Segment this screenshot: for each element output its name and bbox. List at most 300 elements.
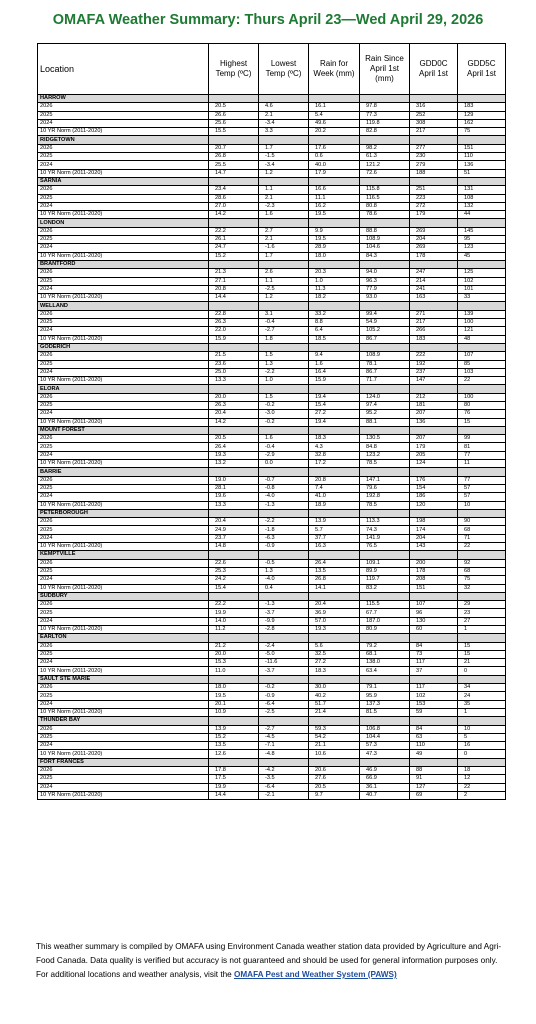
value-cell: 13.2 — [209, 460, 259, 468]
value-cell: 100 — [458, 393, 506, 401]
value-cell: 51.7 — [309, 700, 360, 708]
value-cell: 14.1 — [309, 584, 360, 592]
value-cell: 2.1 — [259, 111, 309, 119]
row-label-cell: 2026 — [38, 269, 209, 277]
value-cell: 27.0 — [209, 202, 259, 210]
table-row — [38, 418, 506, 426]
row-label-cell: 2024 — [38, 617, 209, 625]
value-cell: 1.1 — [259, 277, 309, 285]
station-header-blank-cell — [309, 634, 360, 642]
value-cell: 141.9 — [360, 534, 410, 542]
value-cell: 124 — [410, 460, 458, 468]
station-header-row — [38, 675, 506, 683]
station-name: PETERBOROUGH — [38, 509, 209, 517]
value-cell: 32.5 — [309, 650, 360, 658]
value-cell: 14.8 — [209, 543, 259, 551]
value-cell: 266 — [410, 327, 458, 335]
value-cell: 79.6 — [360, 484, 410, 492]
row-label-cell: 2024 — [38, 534, 209, 542]
value-cell: 88.1 — [360, 418, 410, 426]
value-cell: -6.3 — [259, 534, 309, 542]
value-cell: 19.5 — [309, 211, 360, 219]
value-cell: -2.2 — [259, 518, 309, 526]
value-cell: -0.4 — [259, 319, 309, 327]
table-row — [38, 700, 506, 708]
table-row — [38, 783, 506, 791]
value-cell: -7.1 — [259, 742, 309, 750]
station-header-blank-cell — [309, 302, 360, 310]
table-row — [38, 111, 506, 119]
value-cell: 16.6 — [309, 186, 360, 194]
value-cell: 23.7 — [209, 534, 259, 542]
value-cell: 16.4 — [309, 368, 360, 376]
row-label-cell: 10 YR Norm (2011-2020) — [38, 501, 209, 509]
value-cell: 102 — [410, 692, 458, 700]
value-cell: -9.9 — [259, 617, 309, 625]
value-cell: 178 — [410, 252, 458, 260]
value-cell: 44 — [458, 211, 506, 219]
station-header-blank-cell — [360, 219, 410, 227]
row-label-cell: 2025 — [38, 484, 209, 492]
station-header-blank-cell — [309, 426, 360, 434]
value-cell: 95 — [458, 236, 506, 244]
table-row — [38, 393, 506, 401]
value-cell: 97.4 — [360, 401, 410, 409]
value-cell: -4.5 — [259, 733, 309, 741]
station-header-blank-cell — [209, 634, 259, 642]
value-cell: 36.9 — [309, 609, 360, 617]
value-cell: 75 — [458, 576, 506, 584]
value-cell: 100 — [458, 319, 506, 327]
value-cell: 20.2 — [309, 128, 360, 136]
value-cell: 86.7 — [360, 368, 410, 376]
row-label-cell: 2026 — [38, 144, 209, 152]
table-row — [38, 252, 506, 260]
row-label-cell: 10 YR Norm (2011-2020) — [38, 626, 209, 634]
station-header-blank-cell — [410, 219, 458, 227]
station-header-blank-cell — [309, 675, 360, 683]
value-cell: 18 — [458, 767, 506, 775]
value-cell: 269 — [410, 227, 458, 235]
row-label-cell: 2025 — [38, 111, 209, 119]
value-cell: 18.3 — [309, 667, 360, 675]
station-header-blank-cell — [410, 758, 458, 766]
value-cell: 33.2 — [309, 310, 360, 318]
value-cell: 192 — [410, 360, 458, 368]
station-header-blank-cell — [458, 468, 506, 476]
value-cell: 125 — [458, 269, 506, 277]
value-cell: 66.9 — [360, 775, 410, 783]
value-cell: -11.6 — [259, 659, 309, 667]
station-header-blank-cell — [360, 509, 410, 517]
station-name: BRANTFORD — [38, 260, 209, 268]
value-cell: -2.8 — [259, 626, 309, 634]
value-cell: 123 — [458, 244, 506, 252]
value-cell: 1.3 — [259, 567, 309, 575]
value-cell: 13.5 — [209, 742, 259, 750]
station-header-blank-cell — [458, 302, 506, 310]
station-name: THUNDER BAY — [38, 717, 209, 725]
value-cell: 24.2 — [209, 576, 259, 584]
station-name: BARRIE — [38, 468, 209, 476]
column-header-highest-temp: Highest Temp (ºC) — [209, 44, 259, 95]
value-cell: -0.5 — [259, 559, 309, 567]
value-cell: 222 — [410, 352, 458, 360]
station-header-row — [38, 302, 506, 310]
row-label-cell: 2024 — [38, 285, 209, 293]
value-cell: 153 — [410, 700, 458, 708]
value-cell: 36.1 — [360, 783, 410, 791]
value-cell: 138.0 — [360, 659, 410, 667]
value-cell: 0 — [458, 750, 506, 758]
value-cell: -3.4 — [259, 161, 309, 169]
value-cell: 1.0 — [259, 377, 309, 385]
value-cell: 26.1 — [209, 236, 259, 244]
row-label-cell: 2025 — [38, 401, 209, 409]
station-header-row — [38, 95, 506, 103]
value-cell: 117 — [410, 684, 458, 692]
value-cell: 19.3 — [309, 626, 360, 634]
value-cell: 120 — [410, 501, 458, 509]
value-cell: 137.3 — [360, 700, 410, 708]
table-row — [38, 526, 506, 534]
value-cell: 28.6 — [209, 194, 259, 202]
value-cell: 104.4 — [360, 733, 410, 741]
table-row — [38, 493, 506, 501]
value-cell: 22 — [458, 783, 506, 791]
table-row — [38, 377, 506, 385]
row-label-cell: 10 YR Norm (2011-2020) — [38, 791, 209, 799]
value-cell: 25.5 — [209, 161, 259, 169]
row-label-cell: 2025 — [38, 692, 209, 700]
value-cell: 143 — [410, 543, 458, 551]
value-cell: 15.2 — [209, 252, 259, 260]
value-cell: 51 — [458, 169, 506, 177]
value-cell: 67.7 — [360, 609, 410, 617]
value-cell: 179 — [410, 443, 458, 451]
value-cell: -2.4 — [259, 642, 309, 650]
value-cell: 20.4 — [209, 410, 259, 418]
value-cell: 115.5 — [360, 601, 410, 609]
station-header-blank-cell — [458, 758, 506, 766]
column-header-gdd5c: GDD5C April 1st — [458, 44, 506, 95]
table-row — [38, 543, 506, 551]
station-header-row — [38, 468, 506, 476]
value-cell: -4.8 — [259, 750, 309, 758]
value-cell: 8.8 — [309, 319, 360, 327]
station-header-blank-cell — [309, 177, 360, 185]
station-header-blank-cell — [259, 675, 309, 683]
station-header-blank-cell — [410, 302, 458, 310]
table-row — [38, 401, 506, 409]
value-cell: -3.0 — [259, 410, 309, 418]
table-row — [38, 791, 506, 799]
value-cell: 21.3 — [209, 269, 259, 277]
value-cell: 20.3 — [309, 269, 360, 277]
value-cell: 40.7 — [360, 791, 410, 799]
value-cell: 110 — [410, 742, 458, 750]
station-header-blank-cell — [458, 634, 506, 642]
value-cell: -0.8 — [259, 484, 309, 492]
row-label-cell: 2026 — [38, 352, 209, 360]
value-cell: 20.8 — [209, 285, 259, 293]
value-cell: 13.5 — [309, 567, 360, 575]
value-cell: 151 — [410, 584, 458, 592]
table-row — [38, 360, 506, 368]
value-cell: 1.6 — [309, 360, 360, 368]
value-cell: 4.6 — [259, 103, 309, 111]
value-cell: 63.4 — [360, 667, 410, 675]
value-cell: 68 — [458, 526, 506, 534]
value-cell: 20.6 — [309, 767, 360, 775]
value-cell: 21.2 — [209, 642, 259, 650]
value-cell: 279 — [410, 161, 458, 169]
value-cell: 20.5 — [209, 103, 259, 111]
value-cell: 20.4 — [309, 601, 360, 609]
row-label-cell: 2024 — [38, 493, 209, 501]
station-header-blank-cell — [209, 426, 259, 434]
value-cell: 73 — [410, 650, 458, 658]
value-cell: 37.7 — [309, 534, 360, 542]
row-label-cell: 10 YR Norm (2011-2020) — [38, 418, 209, 426]
value-cell: -3.5 — [259, 775, 309, 783]
value-cell: -3.7 — [259, 609, 309, 617]
value-cell: 78.5 — [360, 501, 410, 509]
station-name: EARLTON — [38, 634, 209, 642]
value-cell: 13.9 — [209, 725, 259, 733]
value-cell: 207 — [410, 435, 458, 443]
station-header-blank-cell — [309, 592, 360, 600]
value-cell: 5.7 — [309, 526, 360, 534]
value-cell: 20.7 — [209, 144, 259, 152]
table-row — [38, 584, 506, 592]
value-cell: 26.8 — [309, 576, 360, 584]
value-cell: 24.7 — [209, 244, 259, 252]
value-cell: 316 — [410, 103, 458, 111]
station-header-blank-cell — [360, 385, 410, 393]
row-label-cell: 10 YR Norm (2011-2020) — [38, 377, 209, 385]
value-cell: 1.6 — [259, 211, 309, 219]
station-name: FORT FRANCES — [38, 758, 209, 766]
value-cell: 181 — [410, 401, 458, 409]
value-cell: 131 — [458, 186, 506, 194]
value-cell: -3.4 — [259, 119, 309, 127]
value-cell: 207 — [410, 410, 458, 418]
station-header-blank-cell — [360, 136, 410, 144]
value-cell: 18.0 — [209, 684, 259, 692]
row-label-cell: 10 YR Norm (2011-2020) — [38, 708, 209, 716]
value-cell: 75 — [458, 128, 506, 136]
value-cell: 68 — [458, 567, 506, 575]
value-cell: 40.2 — [309, 692, 360, 700]
value-cell: 174 — [410, 526, 458, 534]
station-header-blank-cell — [209, 592, 259, 600]
station-header-blank-cell — [209, 343, 259, 351]
value-cell: 308 — [410, 119, 458, 127]
value-cell: 19.5 — [309, 236, 360, 244]
row-label-cell: 2026 — [38, 435, 209, 443]
value-cell: 25.3 — [209, 567, 259, 575]
station-header-blank-cell — [458, 136, 506, 144]
value-cell: 63 — [410, 733, 458, 741]
value-cell: 6.4 — [309, 327, 360, 335]
table-row — [38, 327, 506, 335]
row-label-cell: 2026 — [38, 725, 209, 733]
row-label-cell: 10 YR Norm (2011-2020) — [38, 252, 209, 260]
value-cell: 214 — [410, 277, 458, 285]
value-cell: 104.6 — [360, 244, 410, 252]
value-cell: 77 — [458, 451, 506, 459]
value-cell: 20.5 — [209, 435, 259, 443]
station-header-blank-cell — [360, 468, 410, 476]
value-cell: 79.1 — [360, 684, 410, 692]
value-cell: -3.7 — [259, 667, 309, 675]
table-row — [38, 601, 506, 609]
station-header-blank-cell — [360, 592, 410, 600]
table-row — [38, 202, 506, 210]
value-cell: 47.3 — [360, 750, 410, 758]
station-name: ELORA — [38, 385, 209, 393]
value-cell: 93.0 — [360, 294, 410, 302]
value-cell: 192.8 — [360, 493, 410, 501]
value-cell: 108.9 — [360, 236, 410, 244]
value-cell: -4.0 — [259, 576, 309, 584]
station-header-blank-cell — [360, 343, 410, 351]
row-label-cell: 10 YR Norm (2011-2020) — [38, 667, 209, 675]
station-header-blank-cell — [209, 468, 259, 476]
table-row — [38, 775, 506, 783]
value-cell: 10 — [458, 725, 506, 733]
value-cell: 11.1 — [309, 194, 360, 202]
value-cell: 29 — [458, 601, 506, 609]
value-cell: 91 — [410, 775, 458, 783]
footnote-text: This weather summary is compiled by OMAFA using Environment Canada weather station data provided by Agriculture and Agri-Food Canada. Data quality is verified but accuracy is not guaranteed and should be used for general information purposes only. For additional locations and weather analysis, visit the — [36, 942, 502, 979]
station-header-blank-cell — [458, 551, 506, 559]
value-cell: 14.7 — [209, 169, 259, 177]
station-header-blank-cell — [360, 426, 410, 434]
value-cell: 13.3 — [209, 377, 259, 385]
station-header-blank-cell — [360, 717, 410, 725]
row-label-cell: 2026 — [38, 559, 209, 567]
table-row — [38, 194, 506, 202]
value-cell: 90 — [458, 518, 506, 526]
row-label-cell: 2024 — [38, 202, 209, 210]
value-cell: -0.2 — [259, 418, 309, 426]
station-header-blank-cell — [259, 634, 309, 642]
weather-summary-table — [37, 43, 506, 800]
table-row — [38, 128, 506, 136]
value-cell: 1.5 — [259, 352, 309, 360]
value-cell: 19.4 — [309, 418, 360, 426]
value-cell: 272 — [410, 202, 458, 210]
value-cell: 230 — [410, 153, 458, 161]
table-row — [38, 410, 506, 418]
value-cell: 1.5 — [259, 393, 309, 401]
station-header-row — [38, 260, 506, 268]
value-cell: -2.7 — [259, 327, 309, 335]
row-label-cell: 2025 — [38, 319, 209, 327]
table-row — [38, 153, 506, 161]
value-cell: 0 — [458, 667, 506, 675]
value-cell: 176 — [410, 476, 458, 484]
row-label-cell: 2024 — [38, 368, 209, 376]
value-cell: 71 — [458, 534, 506, 542]
value-cell: 247 — [410, 269, 458, 277]
value-cell: 204 — [410, 534, 458, 542]
value-cell: 92 — [458, 559, 506, 567]
value-cell: 109.1 — [360, 559, 410, 567]
value-cell: 1.6 — [259, 435, 309, 443]
column-header-gdd0c: GDD0C April 1st — [410, 44, 458, 95]
value-cell: 121.2 — [360, 161, 410, 169]
value-cell: 117 — [410, 659, 458, 667]
value-cell: 16.2 — [309, 202, 360, 210]
page-title: OMAFA Weather Summary: Thurs April 23—Wed April 29, 2026 — [52, 12, 484, 28]
station-header-blank-cell — [309, 468, 360, 476]
table-row — [38, 659, 506, 667]
station-header-blank-cell — [309, 95, 360, 103]
table-row — [38, 617, 506, 625]
value-cell: 78.5 — [360, 460, 410, 468]
row-label-cell: 2026 — [38, 186, 209, 194]
value-cell: 57 — [458, 484, 506, 492]
value-cell: 20.4 — [209, 518, 259, 526]
table-row — [38, 352, 506, 360]
value-cell: 25.0 — [209, 368, 259, 376]
value-cell: 16 — [458, 742, 506, 750]
value-cell: 59.3 — [309, 725, 360, 733]
value-cell: 72.6 — [360, 169, 410, 177]
table-row — [38, 161, 506, 169]
value-cell: 84 — [410, 725, 458, 733]
row-label-cell: 2025 — [38, 733, 209, 741]
value-cell: 14.4 — [209, 294, 259, 302]
station-header-blank-cell — [410, 177, 458, 185]
value-cell: 101 — [458, 285, 506, 293]
value-cell: 23.4 — [209, 186, 259, 194]
table-body — [38, 95, 506, 800]
station-name: SUDBURY — [38, 592, 209, 600]
station-header-blank-cell — [259, 95, 309, 103]
paws-link[interactable]: OMAFA Pest and Weather System (PAWS) — [233, 970, 397, 979]
value-cell: 147 — [410, 377, 458, 385]
value-cell: 35 — [458, 700, 506, 708]
station-header-blank-cell — [458, 219, 506, 227]
value-cell: 84 — [410, 642, 458, 650]
value-cell: 17.8 — [209, 767, 259, 775]
value-cell: -1.5 — [259, 153, 309, 161]
row-label-cell: 2026 — [38, 684, 209, 692]
station-header-blank-cell — [309, 758, 360, 766]
row-label-cell: 2026 — [38, 601, 209, 609]
table-row — [38, 443, 506, 451]
station-header-blank-cell — [309, 260, 360, 268]
value-cell: 105.2 — [360, 327, 410, 335]
value-cell: 22 — [458, 543, 506, 551]
value-cell: 9.4 — [309, 352, 360, 360]
value-cell: 23 — [458, 609, 506, 617]
value-cell: 95.2 — [360, 410, 410, 418]
value-cell: 30.0 — [309, 684, 360, 692]
value-cell: 99.4 — [360, 310, 410, 318]
value-cell: 1 — [458, 626, 506, 634]
value-cell: 54.9 — [360, 319, 410, 327]
column-header-location: Location — [38, 44, 209, 95]
value-cell: 11.0 — [209, 667, 259, 675]
value-cell: 34 — [458, 684, 506, 692]
station-header-blank-cell — [209, 136, 259, 144]
value-cell: 19.3 — [209, 451, 259, 459]
